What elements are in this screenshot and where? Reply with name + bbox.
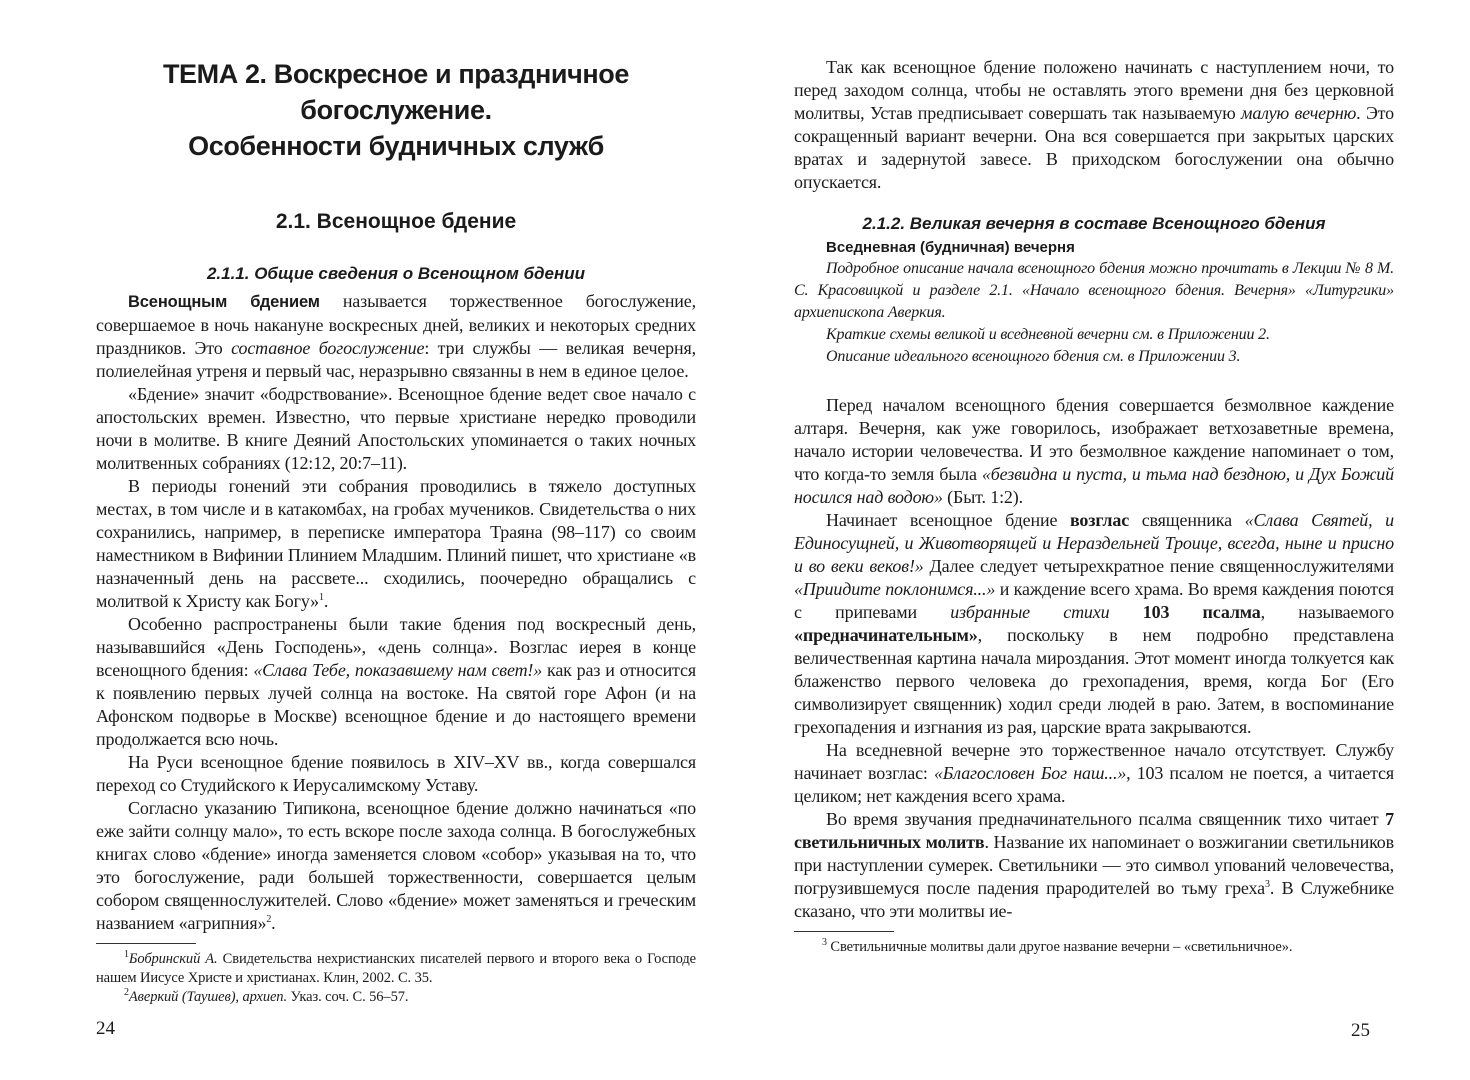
paragraph: «Бдение» значит «бодрствование». Всенощное бдение ведет свое начало с апостольских времен. Известно, что первые христиане нередко проводили ночи в молитве. В книге Деяний Апостольских упоминается о таких ночных молитвенных собраниях (12:12, 20:7–11). [96, 384, 696, 473]
footnote-divider [96, 943, 196, 944]
chapter-title-line-1: ТЕМА 2. Воскресное и праздничное богослужение. [162, 59, 630, 125]
footnote: $^3$ Светильничные молитвы дали другое название вечерни – «светильничное». [822, 937, 1293, 955]
chapter-title-line-2: Особенности будничных служб [188, 131, 604, 161]
paragraph: Перед началом всенощного бдения совершается безмолвное каждение алтаря. Вечерня, как уже говорилось, изображает ветхозаветные времена, начало истории человечества. И это безмолвное каждение напоминает о том, что когда-то земля была «безвидна и пуста, и тьма над бездною, и Дух Божий носился над водою» (Быт. 1:2). [794, 395, 1394, 507]
sub-heading: Вседневная (будничная) вечерня [826, 239, 1075, 256]
subsection-title: 2.1.2. Великая вечерня в составе Всенощного бдения [862, 214, 1326, 233]
term-bold: Всенощным бдением [128, 293, 320, 311]
paragraph: Согласно указанию Типикона, всенощное бдение должно начинаться «по еже зайти солнцу мало», то есть вскоре после захода солнца. В богослужебных книгах слово «бдение» иногда заменяется словом «собор» указывая на то, что это богослужение, ради большей торжественности, совершается целым собором священнослужителей. Слово «бдение» может заменяться и греческим названием «агрипния»$^2$. [96, 798, 696, 933]
paragraph: Особенно распространены были такие бдения под воскресный день, называвшийся «День Господень», «день солнца». Возглас иерея в конце всенощного бдения: «Слава Тебе, показавшему нам свет!» как раз и относится к появлению первых лучей солнца на востоке. На святой горе Афон (и на Афонском подворье в Москве) всенощное бдение и до настоящего времени продолжается всю ночь. [96, 614, 696, 749]
paragraph: Всенощным бдением называется торжественное богослужение, совершаемое в ночь накануне воскресных дней, великих и некоторых средних праздников. Это составное богослужение: три службы — великая вечерня, полиелейная утреня и первый час, неразрывно связанны в нем в единое целое. [96, 291, 696, 381]
paragraph: Начинает всенощное бдение возглас священника «Слава Святей, и Единосущней, и Животворящей и Нераздельней Троице, всегда, ныне и присно и во веки веков!» Далее следует четырехкратное пение священнослужителями «Приидите поклонимся...» и каждение всего храма. Во время каждения поются с припевами избранные стихи 103 псалма, называемого «предначинательным», поскольку в нем подробно представлена величественная картина начала мироздания. Этот момент иногда толкуется как блаженство первого человека до грехопадения, время, когда Бог (Его символизирует священник) ходил среди людей в раю. Затем, в воспоминание грехопадения и изгнания из рая, царские врата закрываются. [794, 510, 1395, 737]
note: Подробное описание начала всенощного бдения можно прочитать в Лекции № 8 М. С. Красовицкой и разделе 2.1. «Начало всенощного бдения. Вечерня» «Литургики» архиепископа Аверкия. [794, 260, 1394, 321]
left-page [96, 0, 696, 1007]
chapter-title [96, 56, 696, 164]
footnote: $^2$Аверкий (Таушев), архиеп. Указ. соч. С. 56–57. [124, 987, 409, 1005]
subsection-title: 2.1.1. Общие сведения о Всенощном бдении [206, 264, 586, 283]
footnote-ref: 3 [1264, 879, 1270, 890]
paragraph: Так как всенощное бдение положено начинать с наступлением ночи, то перед заходом солнца, чтобы не оставлять этого времени дня без церковной молитвы, Устав предписывает совершать так называемую малую вечерню. Это сокращенный вариант вечерни. Она вся совершается при закрытых царских вратах и задернутой завесе. В приходском богослужении она обычно опускается. [794, 57, 1395, 192]
section-title: 2.1. Всенощное бдение [275, 210, 517, 233]
paragraph: На Руси всенощное бдение появилось в XIV–XV вв., когда совершался переход со Студийского к Иерусалимскому Уставу. [96, 752, 696, 795]
page-number-left: 24 [96, 1018, 115, 1039]
paragraph: Во время звучания предначинательного псалма священник тихо читает 7 светильничных молитв. Название их напоминает о возжигании светильников при наступлении сумерек. Светильники — это символ упований человечества, погрузившемуся после падения прародителей во тьму греха$^3$. В Служебнике сказано, что эти молитвы ие- [794, 809, 1395, 921]
note: Описание идеального всенощного бдения см. в Приложении 3. [826, 348, 1241, 365]
paragraph: На вседневной вечерне это торжественное начало отсутствует. Службу начинает возглас: «Благословен Бог наш...», 103 псалом не поется, а читается целиком; нет каждения всего храма. [794, 740, 1394, 806]
footnote: $^1$Бобринский А. Свидетельства нехристианских писателей первого и второго века о Господе нашем Иисусе Христе и христианах. Клин, 2002. С. 35. [96, 949, 697, 986]
page-number-right: 25 [1351, 1020, 1370, 1041]
right-page [794, 0, 1394, 957]
footnote-ref: 2 [266, 914, 272, 925]
footnote-ref: 1 [318, 592, 324, 603]
paragraph: В периоды гонений эти собрания проводились в тяжело доступных местах, в том числе и в катакомбах, на гробах мучеников. Свидетельства о них сохранились, например, в переписке императора Траяна (98–117) со своим наместником в Вифинии Плинием Младшим. Плиний пишет, что христиане «в назначенный день на рассвете... сходились, поочередно обращались с молитвой к Христу как Богу»$^1$. [96, 476, 696, 611]
footnote-divider [794, 931, 894, 932]
note: Краткие схемы великой и вседневной вечерни см. в Приложении 2. [826, 326, 1270, 343]
